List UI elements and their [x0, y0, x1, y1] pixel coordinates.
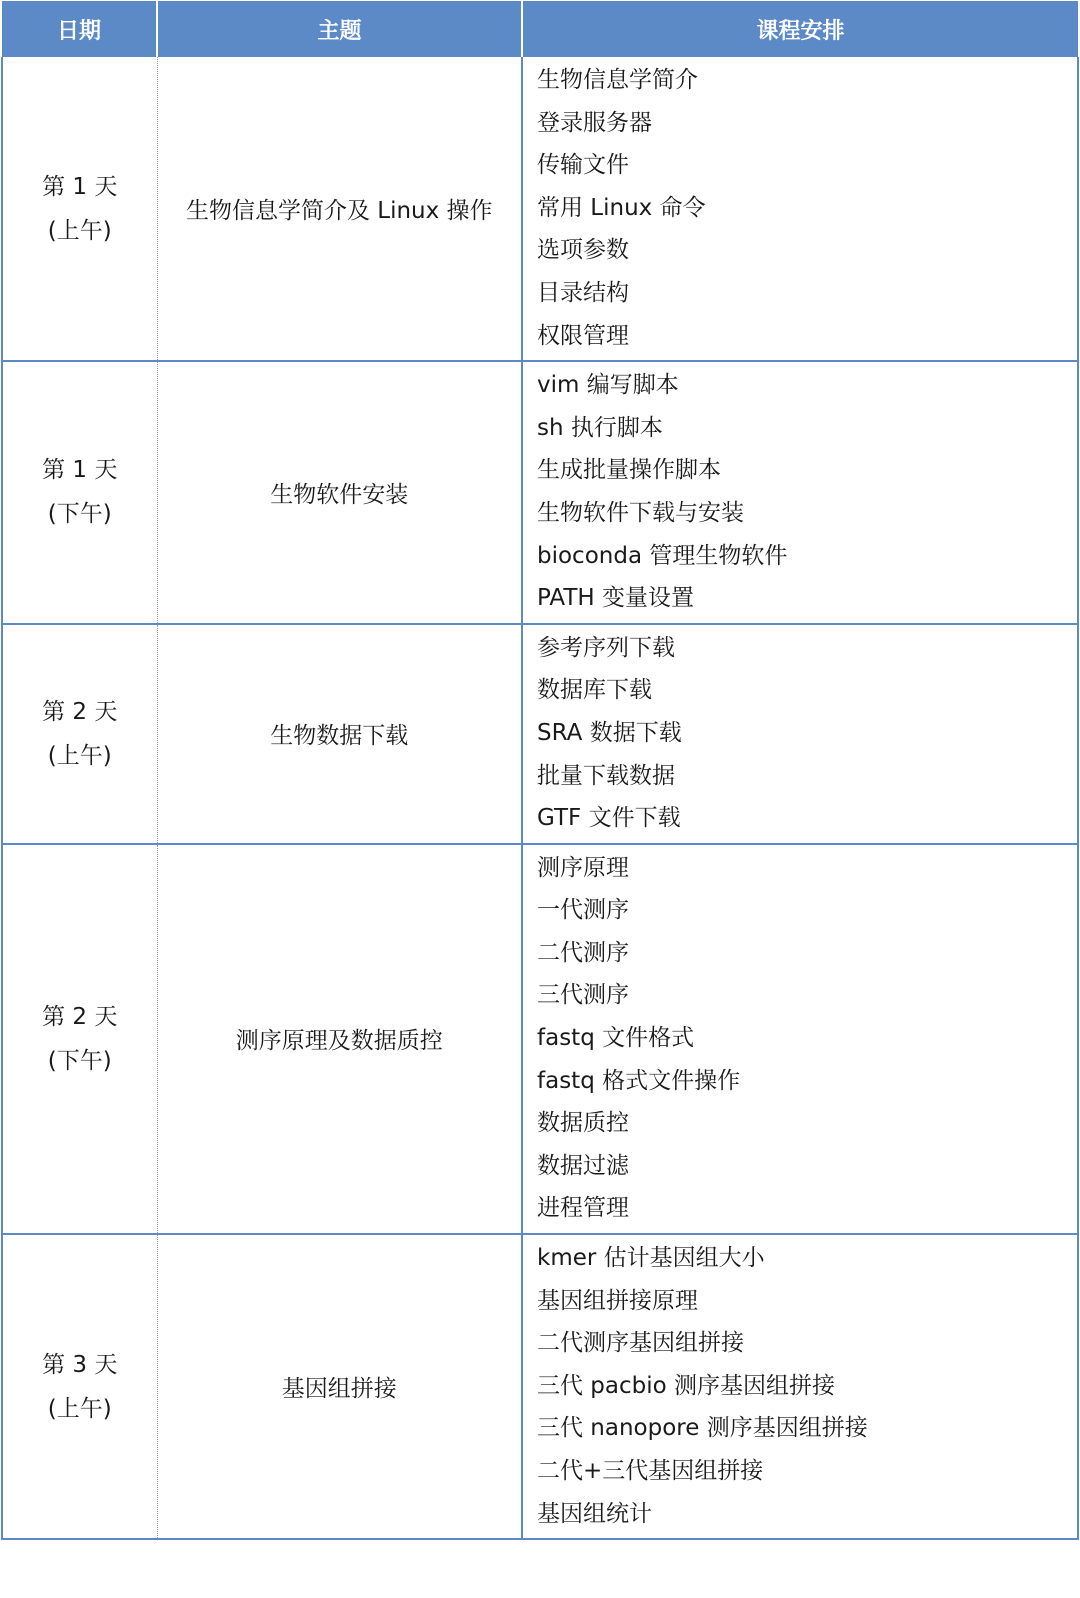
list-item: 基因组拼接原理: [537, 1287, 698, 1314]
list-item: 选项参数: [537, 237, 629, 264]
table-row: [2, 361, 1078, 624]
period-label: (上午): [47, 217, 112, 244]
table-row: [2, 57, 1078, 361]
list-item: 测序原理: [537, 854, 629, 881]
schedule-cell: [522, 844, 1078, 1234]
list-item: 二代测序基因组拼接: [537, 1330, 744, 1357]
list-item: vim 编写脚本: [537, 372, 679, 399]
list-item: 常用 Linux 命令: [537, 194, 706, 221]
day-label: 第 2 天: [42, 698, 118, 725]
list-item: fastq 文件格式: [537, 1025, 695, 1052]
period-label: (下午): [47, 1047, 112, 1074]
list-item: 三代 nanopore 测序基因组拼接: [537, 1415, 868, 1442]
list-item: 生成批量操作脚本: [537, 457, 721, 484]
list-item: fastq 格式文件操作: [537, 1067, 741, 1094]
schedule-list: [537, 57, 1077, 360]
header-date: 日期: [2, 1, 157, 57]
header-topic: 主题: [157, 1, 522, 57]
day-label: 第 1 天: [42, 173, 118, 200]
topic-cell: 生物数据下载: [157, 624, 522, 844]
day-label: 第 3 天: [42, 1351, 118, 1378]
list-item: PATH 变量设置: [537, 585, 695, 612]
schedule-list: [537, 362, 1077, 623]
list-item: kmer 估计基因组大小: [537, 1245, 765, 1272]
period-label: (下午): [47, 501, 112, 528]
course-schedule-table: [1, 1, 1079, 1540]
list-item: 批量下载数据: [537, 762, 675, 789]
list-item: 传输文件: [537, 152, 629, 179]
date-cell: [2, 624, 157, 844]
period-label: (上午): [47, 1395, 112, 1422]
list-item: sh 执行脚本: [537, 414, 663, 441]
schedule-cell: [522, 624, 1078, 844]
list-item: 目录结构: [537, 279, 629, 306]
list-item: 基因组统计: [537, 1500, 652, 1527]
header-row: [2, 1, 1078, 57]
list-item: 登录服务器: [537, 109, 652, 136]
day-label: 第 2 天: [42, 1003, 118, 1030]
list-item: 进程管理: [537, 1195, 629, 1222]
list-item: 二代+三代基因组拼接: [537, 1458, 764, 1484]
table-row: [2, 1234, 1078, 1539]
list-item: 权限管理: [537, 322, 629, 349]
table-body: [2, 57, 1078, 1539]
list-item: bioconda 管理生物软件: [537, 542, 788, 569]
schedule-cell: [522, 361, 1078, 624]
list-item: GTF 文件下载: [537, 805, 681, 832]
list-item: 数据库下载: [537, 677, 652, 704]
table-row: [2, 844, 1078, 1234]
list-item: 一代测序: [537, 897, 629, 924]
schedule-list: [537, 1235, 1077, 1538]
date-cell: [2, 57, 157, 361]
topic-cell: 生物信息学简介及 Linux 操作: [157, 57, 522, 361]
list-item: 数据质控: [537, 1110, 629, 1137]
topic-cell: 生物软件安装: [157, 361, 522, 624]
header-schedule: 课程安排: [522, 1, 1078, 57]
topic-cell: 基因组拼接: [157, 1234, 522, 1539]
list-item: 三代 pacbio 测序基因组拼接: [537, 1372, 836, 1399]
date-cell: [2, 844, 157, 1234]
date-cell: [2, 1234, 157, 1539]
schedule-list: [537, 625, 1077, 843]
topic-cell: 测序原理及数据质控: [157, 844, 522, 1234]
day-label: 第 1 天: [42, 457, 118, 484]
list-item: 生物信息学简介: [537, 67, 698, 93]
list-item: 三代测序: [537, 982, 629, 1009]
date-cell: [2, 361, 157, 624]
list-item: SRA 数据下载: [537, 719, 682, 746]
schedule-cell: [522, 1234, 1078, 1539]
list-item: 二代测序: [537, 939, 629, 966]
period-label: (上午): [47, 742, 112, 769]
table-header: [2, 1, 1078, 57]
table-row: [2, 624, 1078, 844]
list-item: 参考序列下载: [537, 634, 675, 661]
schedule-cell: [522, 57, 1078, 361]
list-item: 生物软件下载与安装: [537, 499, 744, 526]
schedule-list: [537, 845, 1077, 1233]
list-item: 数据过滤: [537, 1152, 629, 1179]
